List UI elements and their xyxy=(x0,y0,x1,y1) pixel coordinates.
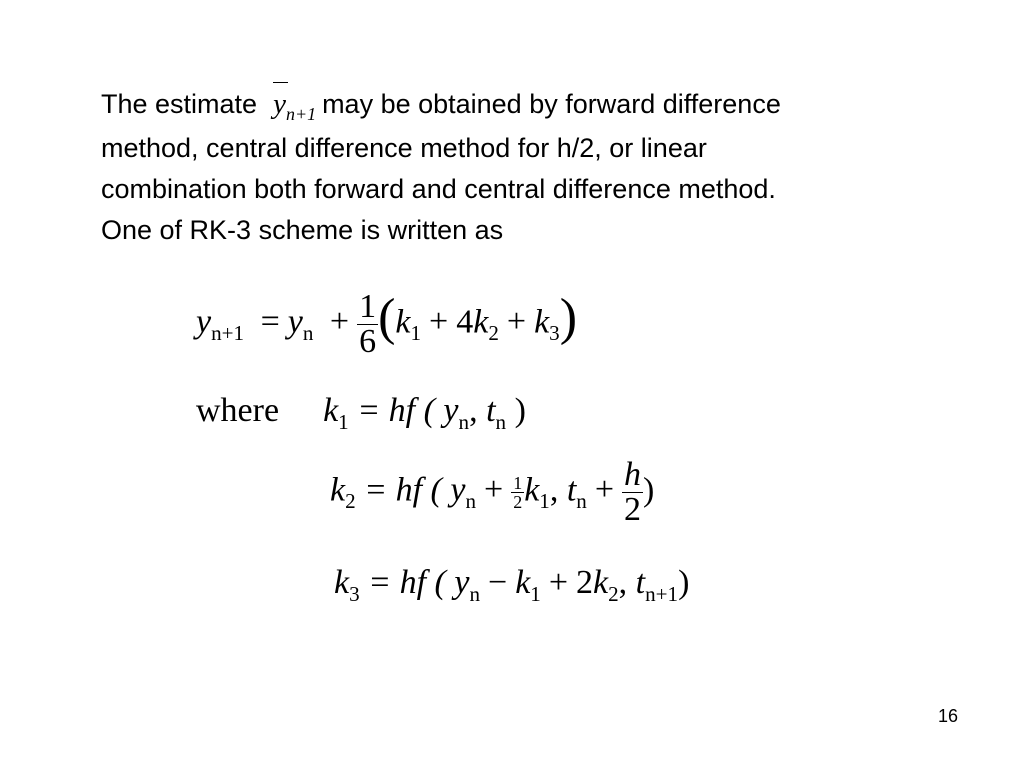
eq-k1-t-sub: n xyxy=(495,410,507,434)
eq-k1-t: t xyxy=(486,392,496,429)
eq-k3-k-sub: 3 xyxy=(349,582,360,606)
eq-main-plus3: + xyxy=(506,303,527,341)
paragraph-line-2: method, central difference method for h/2, or linear xyxy=(101,133,707,163)
eq-main-rparen: ) xyxy=(559,289,578,347)
eq-k2-plus: + xyxy=(484,471,504,509)
eq-k3-k1: k xyxy=(515,564,531,601)
equation-main xyxy=(196,290,577,359)
estimate-var-letter: y xyxy=(273,88,286,120)
eq-k2-half-den: 2 xyxy=(513,492,523,512)
eq-main-k1: k xyxy=(395,303,411,341)
eq-main-y-sub: n xyxy=(302,321,314,346)
eq-k3-y: y xyxy=(454,564,470,601)
eq-main-fraction xyxy=(357,290,378,359)
equation-k2 xyxy=(330,458,654,527)
estimate-var-subscript: n+1 xyxy=(285,103,317,124)
eq-k3-y-sub: n xyxy=(469,582,480,606)
eq-main-lparen: ( xyxy=(378,289,396,347)
eq-k2-half-fraction xyxy=(511,474,524,511)
eq-k3-t-sub: n+1 xyxy=(645,582,679,606)
eq-main-lhs-sub: n+1 xyxy=(211,321,245,346)
eq-main-plus2: + xyxy=(429,303,449,341)
eq-k2-half-num: 1 xyxy=(513,473,523,493)
line1-text-before: The estimate xyxy=(101,89,258,119)
body-paragraph xyxy=(101,84,981,251)
eq-k2-close: ) xyxy=(643,471,655,509)
eq-k2-k1: k xyxy=(524,471,540,509)
eq-k3-coef2: 2 xyxy=(576,564,594,601)
line1-text-after: may be obtained by forward difference xyxy=(322,89,781,119)
eq-k1-y: y xyxy=(443,392,459,429)
eq-main-k3: k xyxy=(534,303,550,341)
estimate-variable xyxy=(273,84,316,128)
slide-number: 16 xyxy=(938,706,959,726)
eq-main-equals: = xyxy=(260,303,280,341)
paragraph-line-4: One of RK-3 scheme is written as xyxy=(101,215,504,245)
equation-k3 xyxy=(334,564,690,606)
eq-k2-plus2: + xyxy=(594,471,615,509)
eq-k2-t: t xyxy=(566,471,577,509)
equation-k1 xyxy=(196,392,526,434)
eq-main-k3-sub: 3 xyxy=(549,321,560,346)
eq-main-frac-num: 1 xyxy=(359,288,377,325)
overbar xyxy=(273,82,288,83)
eq-k2-k1-sub: 1 xyxy=(539,489,550,514)
eq-k1-k-sub: 1 xyxy=(338,410,349,434)
eq-k3-comma: , xyxy=(618,564,636,601)
eq-k3-t: t xyxy=(635,564,646,601)
eq-k2-rhs: = hf ( xyxy=(364,471,451,509)
where-label: where xyxy=(196,392,280,429)
eq-k1-y-sub: n xyxy=(458,410,470,434)
eq-k2-y: y xyxy=(450,471,466,509)
eq-k3-k: k xyxy=(334,564,350,601)
eq-k2-h-den: 2 xyxy=(624,491,642,528)
eq-k2-h-num: h xyxy=(624,456,642,493)
eq-k2-h-fraction xyxy=(622,458,643,527)
eq-main-k2-sub: 2 xyxy=(488,321,499,346)
paragraph-line-1 xyxy=(101,84,981,128)
eq-k1-k: k xyxy=(323,392,339,429)
eq-k2-k: k xyxy=(330,471,346,509)
eq-main-k2: k xyxy=(473,303,489,341)
eq-k1-rhs: = hf ( xyxy=(357,392,444,429)
paragraph-line-3: combination both forward and central difference method. xyxy=(101,174,776,204)
eq-main-frac-den: 6 xyxy=(359,323,377,360)
eq-k2-t-sub: n xyxy=(576,489,587,514)
eq-k2-y-sub: n xyxy=(465,489,476,514)
eq-k2-k-sub: 2 xyxy=(345,489,356,514)
eq-main-lhs: y xyxy=(196,303,212,341)
eq-k3-rhs: = hf ( xyxy=(368,564,455,601)
eq-k1-comma: , xyxy=(469,392,487,429)
eq-k2-comma: , xyxy=(549,471,567,509)
eq-k3-k2-sub: 2 xyxy=(608,582,619,606)
eq-k3-k1-sub: 1 xyxy=(530,582,541,606)
eq-main-plus: + xyxy=(329,303,350,341)
eq-main-y: y xyxy=(287,303,303,341)
eq-k3-k2: k xyxy=(593,564,609,601)
eq-k3-close: ) xyxy=(678,564,690,601)
eq-k1-close: ) xyxy=(506,392,526,429)
eq-main-coef4: 4 xyxy=(456,303,474,341)
eq-main-k1-sub: 1 xyxy=(410,321,422,346)
eq-k3-plus: + xyxy=(548,564,569,601)
eq-k3-minus: − xyxy=(488,564,508,601)
